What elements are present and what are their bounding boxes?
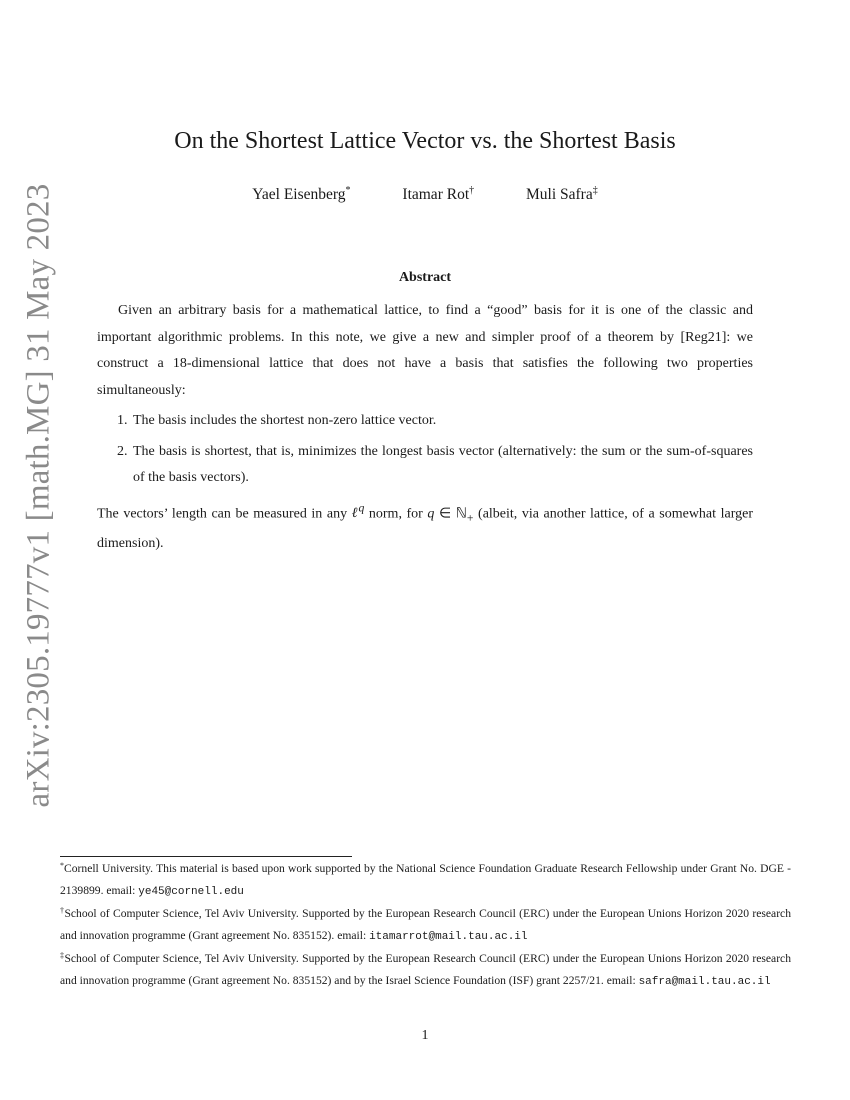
- math-variable-q: q: [427, 506, 435, 522]
- footnote-text: Cornell University. This material is based upon work supported by the National Science Foundation Graduate Research Fellowship under Grant No. DGE - 2139899. email:: [60, 862, 791, 897]
- footnote-1: [60, 858, 791, 903]
- arxiv-side-stamp: [16, 183, 62, 807]
- abstract-property-list: [97, 408, 753, 492]
- abstract-closing: [97, 496, 753, 558]
- author-footnote-mark: *: [345, 185, 351, 196]
- footnote-mark: †: [60, 906, 65, 915]
- author-2: [402, 186, 474, 204]
- footnote-email[interactable]: safra@mail.tau.ac.il: [638, 975, 771, 988]
- author-footnote-mark: †: [469, 185, 475, 196]
- closing-text: norm, for: [364, 506, 428, 522]
- author-name: Itamar Rot: [402, 186, 470, 203]
- author-name: Yael Eisenberg: [252, 186, 346, 203]
- footnote-text: School of Computer Science, Tel Aviv University. Supported by the European Research Council (ERC) under the European Unions Horizon 2020 research and innovation programme (Grant agreement No. 835152) and by the Israel Science Foundation (ISF) grant 2257/21. email:: [60, 952, 792, 987]
- footnote-rule: [60, 856, 352, 857]
- footnote-mark: *: [60, 861, 64, 870]
- closing-text: (albeit, via another lattice, of a somewhat larger dimension).: [97, 506, 753, 552]
- author-list: [0, 186, 850, 204]
- abstract-heading: Abstract: [398, 270, 452, 285]
- footnote-email[interactable]: ye45@cornell.edu: [138, 885, 244, 898]
- abstract-intro: Given an arbitrary basis for a mathematical lattice, to find a “good” basis for it is one of the classic and important algorithmic problems. In this note, we give a new and simpler proof of a theorem by [Reg21]: we construct a 18-dimensional lattice that does not have a basis that satisfies the following two properties simultaneously:: [97, 303, 753, 398]
- math-set-subscript: +: [466, 510, 474, 524]
- norm-symbol: [351, 501, 365, 522]
- norm-exponent: q: [358, 501, 365, 515]
- author-name: Muli Safra: [526, 186, 593, 203]
- abstract-body: [97, 298, 753, 558]
- arxiv-identifier: arXiv:2305.19777v1 [math.MG] 31 May 2023: [20, 183, 57, 807]
- norm-letter: ℓ: [351, 506, 359, 522]
- page-number: 1: [421, 1028, 429, 1043]
- footnote-email[interactable]: itamarrot@mail.tau.ac.il: [369, 930, 528, 943]
- footnote-text: School of Computer Science, Tel Aviv University. Supported by the European Research Council (ERC) under the European Unions Horizon 2020 research and innovation programme (Grant agreement No. 835152). email:: [60, 907, 792, 942]
- author-footnote-mark: ‡: [592, 185, 598, 196]
- closing-text: The vectors’ length can be measured in any: [97, 506, 352, 522]
- abstract-property-item: 1. The basis includes the shortest non-zero lattice vector.: [131, 408, 753, 435]
- abstract-property-item: 2. The basis is shortest, that is, minimizes the longest basis vector (alternatively: the sum or the sum-of-squares of the basis vectors).: [131, 439, 753, 492]
- footnote-2: [60, 903, 791, 948]
- footnote-mark: ‡: [60, 951, 65, 960]
- paper-title: On the Shortest Lattice Vector vs. the Shortest Basis: [174, 128, 676, 154]
- author-3: [526, 186, 598, 204]
- footnote-3: [60, 948, 791, 993]
- math-set-expression: ∈ ℕ: [434, 506, 467, 522]
- footnotes: [60, 858, 791, 993]
- author-1: [252, 186, 350, 204]
